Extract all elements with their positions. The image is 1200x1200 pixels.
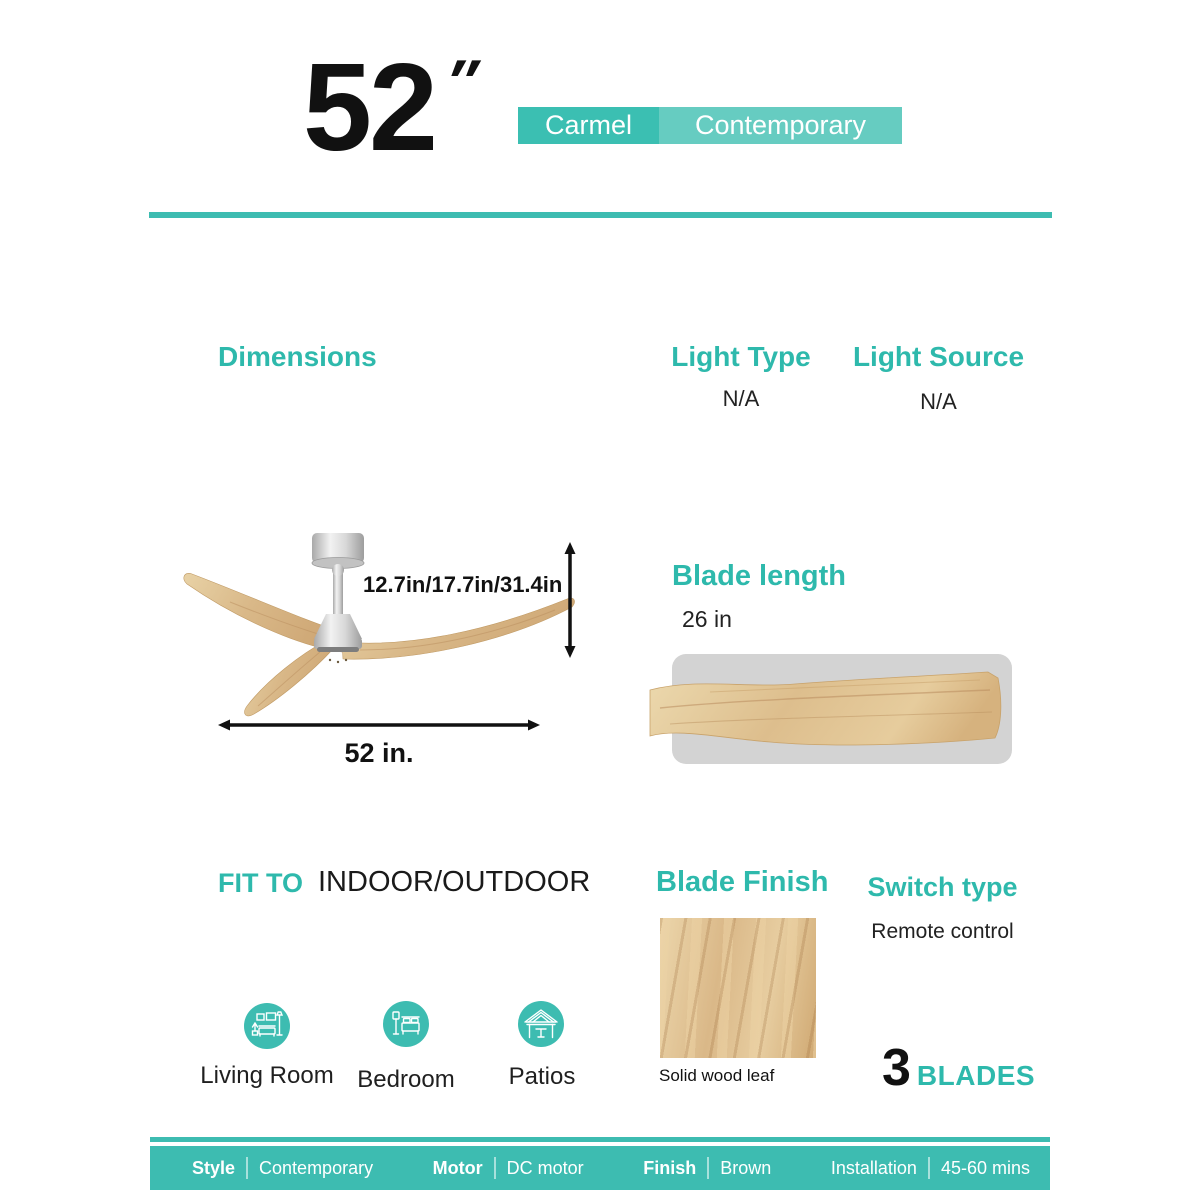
room-label-living: Living Room [200, 1062, 334, 1089]
spec-divider [494, 1157, 496, 1179]
spec-style-label: Style [192, 1157, 236, 1178]
fan-size-number: 52 [303, 39, 435, 177]
bedroom-icon [383, 1001, 429, 1047]
spec-divider [707, 1157, 709, 1179]
spec-finish-label: Finish [643, 1157, 697, 1178]
dimensions-title: Dimensions [218, 341, 377, 372]
model-badge [518, 107, 902, 144]
blade-length-title: Blade length [672, 560, 847, 592]
top-divider [149, 212, 1052, 218]
blade-count-label: BLADES [916, 1060, 1036, 1091]
light-source-value: N/A [920, 389, 957, 414]
width-arrow [218, 720, 540, 731]
fan-span-label: 52 in. [344, 738, 414, 768]
footer-stripe [150, 1137, 1050, 1142]
spec-installation-value: 45-60 mins [940, 1157, 1030, 1178]
spec-motor [433, 1157, 584, 1179]
drop-height-label: 12.7in/17.7in/31.4in [363, 572, 563, 597]
fit-to-value: INDOOR/OUTDOOR [318, 866, 591, 898]
patio-icon [518, 1001, 564, 1047]
model-name: Carmel [518, 107, 659, 144]
light-source-title: Light Source [852, 341, 1025, 372]
spec-motor-label: Motor [432, 1157, 483, 1178]
room-label-patios: Patios [508, 1063, 576, 1090]
footer-spec-bar [150, 1146, 1050, 1190]
light-type-title: Light Type [671, 341, 811, 372]
blade-image [650, 668, 1010, 754]
spec-installation [831, 1157, 1030, 1179]
spec-installation-label: Installation [830, 1157, 917, 1178]
spec-motor-value: DC motor [506, 1157, 584, 1178]
model-style: Contemporary [659, 107, 902, 144]
blade-finish-title: Blade Finish [656, 866, 829, 898]
living-room-icon [244, 1003, 290, 1049]
blade-count-number: 3 [882, 1039, 911, 1097]
fit-to-title: FIT TO [218, 868, 303, 898]
switch-type-value: Remote control [871, 920, 1014, 943]
wood-finish-caption: Solid wood leaf [659, 1066, 775, 1085]
spec-divider [928, 1157, 930, 1179]
switch-type-title: Switch type [867, 872, 1018, 902]
inch-mark: ″ [438, 48, 486, 117]
spec-finish [643, 1157, 771, 1179]
wood-finish-swatch [660, 918, 816, 1058]
spec-finish-value: Brown [720, 1157, 772, 1178]
blade-length-value: 26 in [682, 606, 732, 632]
blade-count [882, 1039, 1036, 1097]
spec-style-value: Contemporary [259, 1157, 374, 1178]
spec-style [192, 1157, 373, 1179]
spec-divider [246, 1157, 248, 1179]
light-type-value: N/A [722, 386, 760, 411]
ceiling-fan-diagram [170, 518, 590, 733]
room-label-bedroom: Bedroom [357, 1066, 455, 1093]
